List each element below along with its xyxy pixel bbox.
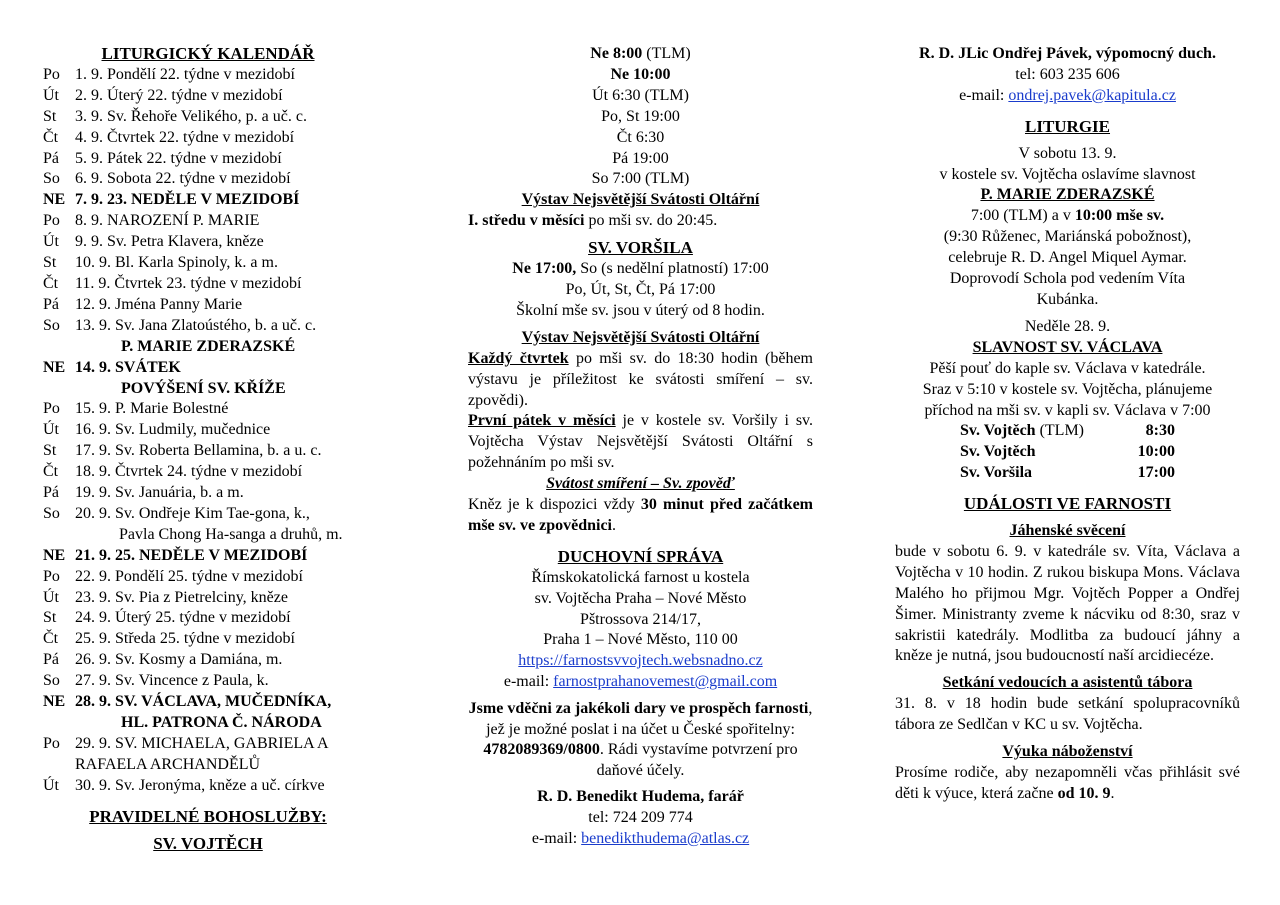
pastor-name: R. D. Benedikt Hudema, farář [537,788,744,806]
admin-line: sv. Vojtěcha Praha – Nové Město [534,589,747,607]
ordination-text: bude v sobotu 6. 9. v katedrále sv. Víta, Václava a Vojtěcha v 10 hodin. Z rukou biskupa Mons. Václava Malého ho přijmou Mgr. Vojtěch Popper a Ondřej Šimer. Ministranty zveme k nácviku od 8:30, sraz v sakristii katedrály. Modlitba za budoucí jáhny a kněze je nutná, jsou budoucností naší arcidiecéze. [895,542,1240,665]
liturgy-line: 7:00 (TLM) a v 10:00 mše sv. [970,207,1165,225]
exposition-text: I. středu v měsíci po mši sv. do 20:45. [468,212,718,230]
mass-time-line: Ne 8:00 (TLM) [590,45,691,62]
vorsila-title: SV. VORŠILA [588,238,693,258]
spiritual-admin-title: DUCHOVNÍ SPRÁVA [557,546,724,566]
calendar-row: So 27. 9. Sv. Vincence z Paula, k. [43,672,269,690]
mass-time-line: Út 6:30 (TLM) [592,86,689,104]
admin-line: Pštrossova 214/17, [580,610,701,628]
mass-table-row: Sv. Vojtěch (TLM) 8:30 [960,422,1175,440]
calendar-row: NE 21. 9. 25. NEDĚLE V MEZIDOBÍ [43,546,308,564]
liturgy-line: Kubánka. [1036,290,1099,308]
events-title: UDÁLOSTI VE FARNOSTI [963,494,1172,514]
liturgy-line: Pěší pouť do kaple sv. Václava v katedrále. [929,359,1206,377]
pastor-email-link[interactable]: benedikthudema@atlas.cz [581,830,750,847]
calendar-row: So 20. 9. Sv. Ondřeje Kim Tae-gona, k., [43,504,310,522]
liturgy-line: Doprovodí Schola pod vedením Víta [949,270,1186,288]
mass-table-row: Sv. Vojtěch 10:00 [960,443,1175,461]
vorsila-line: Po, Út, St, Čt, Pá 17:00 [565,280,716,298]
calendar-row: Út 9. 9. Sv. Petra Klavera, kněze [43,233,264,251]
parish-website-link[interactable]: https://farnostsvvojtech.websnadno.cz [518,652,763,670]
liturgy-line: (9:30 Růženec, Mariánská pobožnost), [943,228,1192,246]
calendar-row-extra: RAFAELA ARCHANDĚLŮ [75,755,261,773]
camp-meeting-text: 31. 8. v 18 hodin bude setkání spolupracovníků tábora ze Sedlčan v KC u sv. Vojtěcha. [895,695,1240,734]
calendar-row: St 24. 9. Úterý 25. týdne v mezidobí [43,609,291,627]
calendar-row: St 10. 9. Bl. Karla Spinoly, k. a m. [43,254,278,272]
parish-email-link[interactable]: farnostprahanovemest@gmail.com [553,673,778,691]
camp-meeting-title: Setkání vedoucích a asistentů tábora [942,674,1193,692]
calendar-row: Čt 4. 9. Čtvrtek 22. týdne v mezidobí [43,128,295,146]
calendar-row: Pá 26. 9. Sv. Kosmy a Damiána, m. [43,651,283,669]
calendar-row: Čt 25. 9. Středa 25. týdne v mezidobí [43,630,295,648]
assistant-priest-name: R. D. JLic Ondřej Pávek, výpomocný duch. [919,45,1216,62]
liturgy-line: celebruje R. D. Angel Miquel Aymar. [948,249,1187,267]
calendar-row: Út 2. 9. Úterý 22. týdne v mezidobí [43,86,283,104]
calendar-row: Pá 19. 9. Sv. Januária, b. a m. [43,484,244,502]
calendar-row: Čt 18. 9. Čtvrtek 24. týdne v mezidobí [43,463,303,481]
exposition-title: Výstav Nejsvětější Svátosti Oltářní [521,191,760,209]
mass-table-row: Sv. Voršila 17:00 [960,464,1175,482]
calendar-row: Pá 5. 9. Pátek 22. týdne v mezidobí [43,149,282,167]
pastor-email-line: e-mail: benedikthudema@atlas.cz [531,830,750,847]
calendar-row: Po 1. 9. Pondělí 22. týdne v mezidobí [43,65,295,83]
calendar-row: Čt 11. 9. Čtvrtek 23. týdne v mezidobí [43,274,302,292]
donation-text: Jsme vděčni za jakékoli dary ve prospěch farnosti, jež je možné poslat i na účet u České spořitelny: 4782089369/0800. Rádi vystavíme potvrzení pro daňové účely. [468,700,813,779]
liturgy-feast-2: SLAVNOST SV. VÁCLAVA [972,338,1163,356]
exposition-title-2: Výstav Nejsvětější Svátosti Oltářní [521,328,760,346]
calendar-row: NE 7. 9. 23. NEDĚLE V MEZIDOBÍ [43,191,300,209]
calendar-row: Po 22. 9. Pondělí 25. týdne v mezidobí [43,567,303,585]
assistant-email-line: e-mail: ondrej.pavek@kapitula.cz [959,86,1176,104]
liturgy-title: LITURGIE [1024,116,1111,136]
vojtech-title: SV. VOJTĚCH [153,833,263,853]
calendar-title: LITURGICKÝ KALENDÁŘ [101,44,315,63]
admin-email-line: e-mail: farnostprahanovemest@gmail.com [503,673,778,691]
vorsila-line: Ne 17:00, So (s nedělní platností) 17:00 [512,260,769,278]
pastor-phone: tel: 724 209 774 [588,809,693,827]
mass-time-line: So 7:00 (TLM) [591,170,690,188]
calendar-row-extra: HL. PATRONA Č. NÁRODA [121,714,322,731]
calendar-row: NE 14. 9. SVÁTEK [43,358,181,376]
ordination-title: Jáhenské svěcení [1009,522,1126,540]
calendar-row: Pá 12. 9. Jména Panny Marie [43,295,243,313]
mass-time-line: Ne 10:00 [610,65,671,83]
liturgy-line: příchod na mši sv. v kapli sv. Václava v 7:00 [924,401,1211,419]
calendar-row: St 17. 9. Sv. Roberta Bellamina, b. a u. c. [43,442,322,460]
exposition-text-2: Každý čtvrtek po mši sv. do 18:30 hodin (během výstavu je příležitost ke svátosti smíření – sv. zpovědi). [468,349,813,409]
services-title: PRAVIDELNÉ BOHOSLUŽBY: [89,806,327,826]
calendar-row: Po 29. 9. SV. MICHAELA, GABRIELA A [43,734,329,752]
mass-time-line: Čt 6:30 [616,128,665,146]
liturgy-line: Sraz v 5:10 v kostele sv. Vojtěcha, plánujeme [922,380,1213,398]
calendar-row: So 6. 9. Sobota 22. týdne v mezidobí [43,170,291,188]
catechism-text: Prosíme rodiče, aby nezapomněli včas přihlásit své děti k výuce, která začne od 10. 9. [895,764,1240,802]
calendar-row: So 13. 9. Sv. Jana Zlatoústého, b. a uč. c. [43,316,317,334]
liturgy-feast: P. MARIE ZDERAZSKÉ [980,186,1155,204]
liturgy-line: Neděle 28. 9. [1024,317,1111,335]
calendar-row: Út 23. 9. Sv. Pia z Pietrelciny, kněze [43,588,288,606]
mass-time-line: Po, St 19:00 [601,107,680,125]
assistant-email-link[interactable]: ondrej.pavek@kapitula.cz [1008,86,1176,104]
liturgy-line: V sobotu 13. 9. [1018,144,1117,162]
catechism-title: Výuka náboženství [1002,743,1133,761]
confession-text: Kněz je k dispozici vždy 30 minut před začátkem mše sv. ve zpovědnici. [468,496,813,534]
calendar-row-extra: P. MARIE ZDERAZSKÉ [121,337,296,355]
services-column [468,44,813,850]
vorsila-line: Školní mše sv. jsou v úterý od 8 hodin. [516,301,765,319]
assistant-priest-phone: tel: 603 235 606 [1015,65,1120,83]
calendar-row: NE 28. 9. SV. VÁCLAVA, MUČEDNÍKA, [43,693,332,711]
admin-line: Římskokatolická farnost u kostela [531,568,750,586]
calendar-row: Po 15. 9. P. Marie Bolestné [43,400,229,418]
liturgical-calendar-column [43,44,373,854]
calendar-row-extra: Pavla Chong Ha-sanga a druhů, m. [119,525,343,543]
confession-title: Svátost smíření – Sv. zpověď [546,475,735,493]
mass-time-line: Pá 19:00 [612,149,669,167]
calendar-row: St 3. 9. Sv. Řehoře Velikého, p. a uč. c. [43,107,307,125]
calendar-row: Po 8. 9. NAROZENÍ P. MARIE [43,212,260,230]
liturgy-line: v kostele sv. Vojtěcha oslavíme slavnost [939,165,1196,183]
calendar-row-extra: POVÝŠENÍ SV. KŘÍŽE [121,379,286,397]
liturgy-events-column [895,44,1240,805]
calendar-row: Út 16. 9. Sv. Ludmily, mučednice [43,421,271,439]
admin-line: Praha 1 – Nové Město, 110 00 [543,631,738,649]
calendar-row: Út 30. 9. Sv. Jeronýma, kněze a uč. církve [43,776,325,794]
first-friday-text: První pátek v měsíci je v kostele sv. Voršily i sv. Vojtěcha Výstav Nejsvětější Svátosti Oltářní s požehnáním po mši sv. [468,412,814,472]
